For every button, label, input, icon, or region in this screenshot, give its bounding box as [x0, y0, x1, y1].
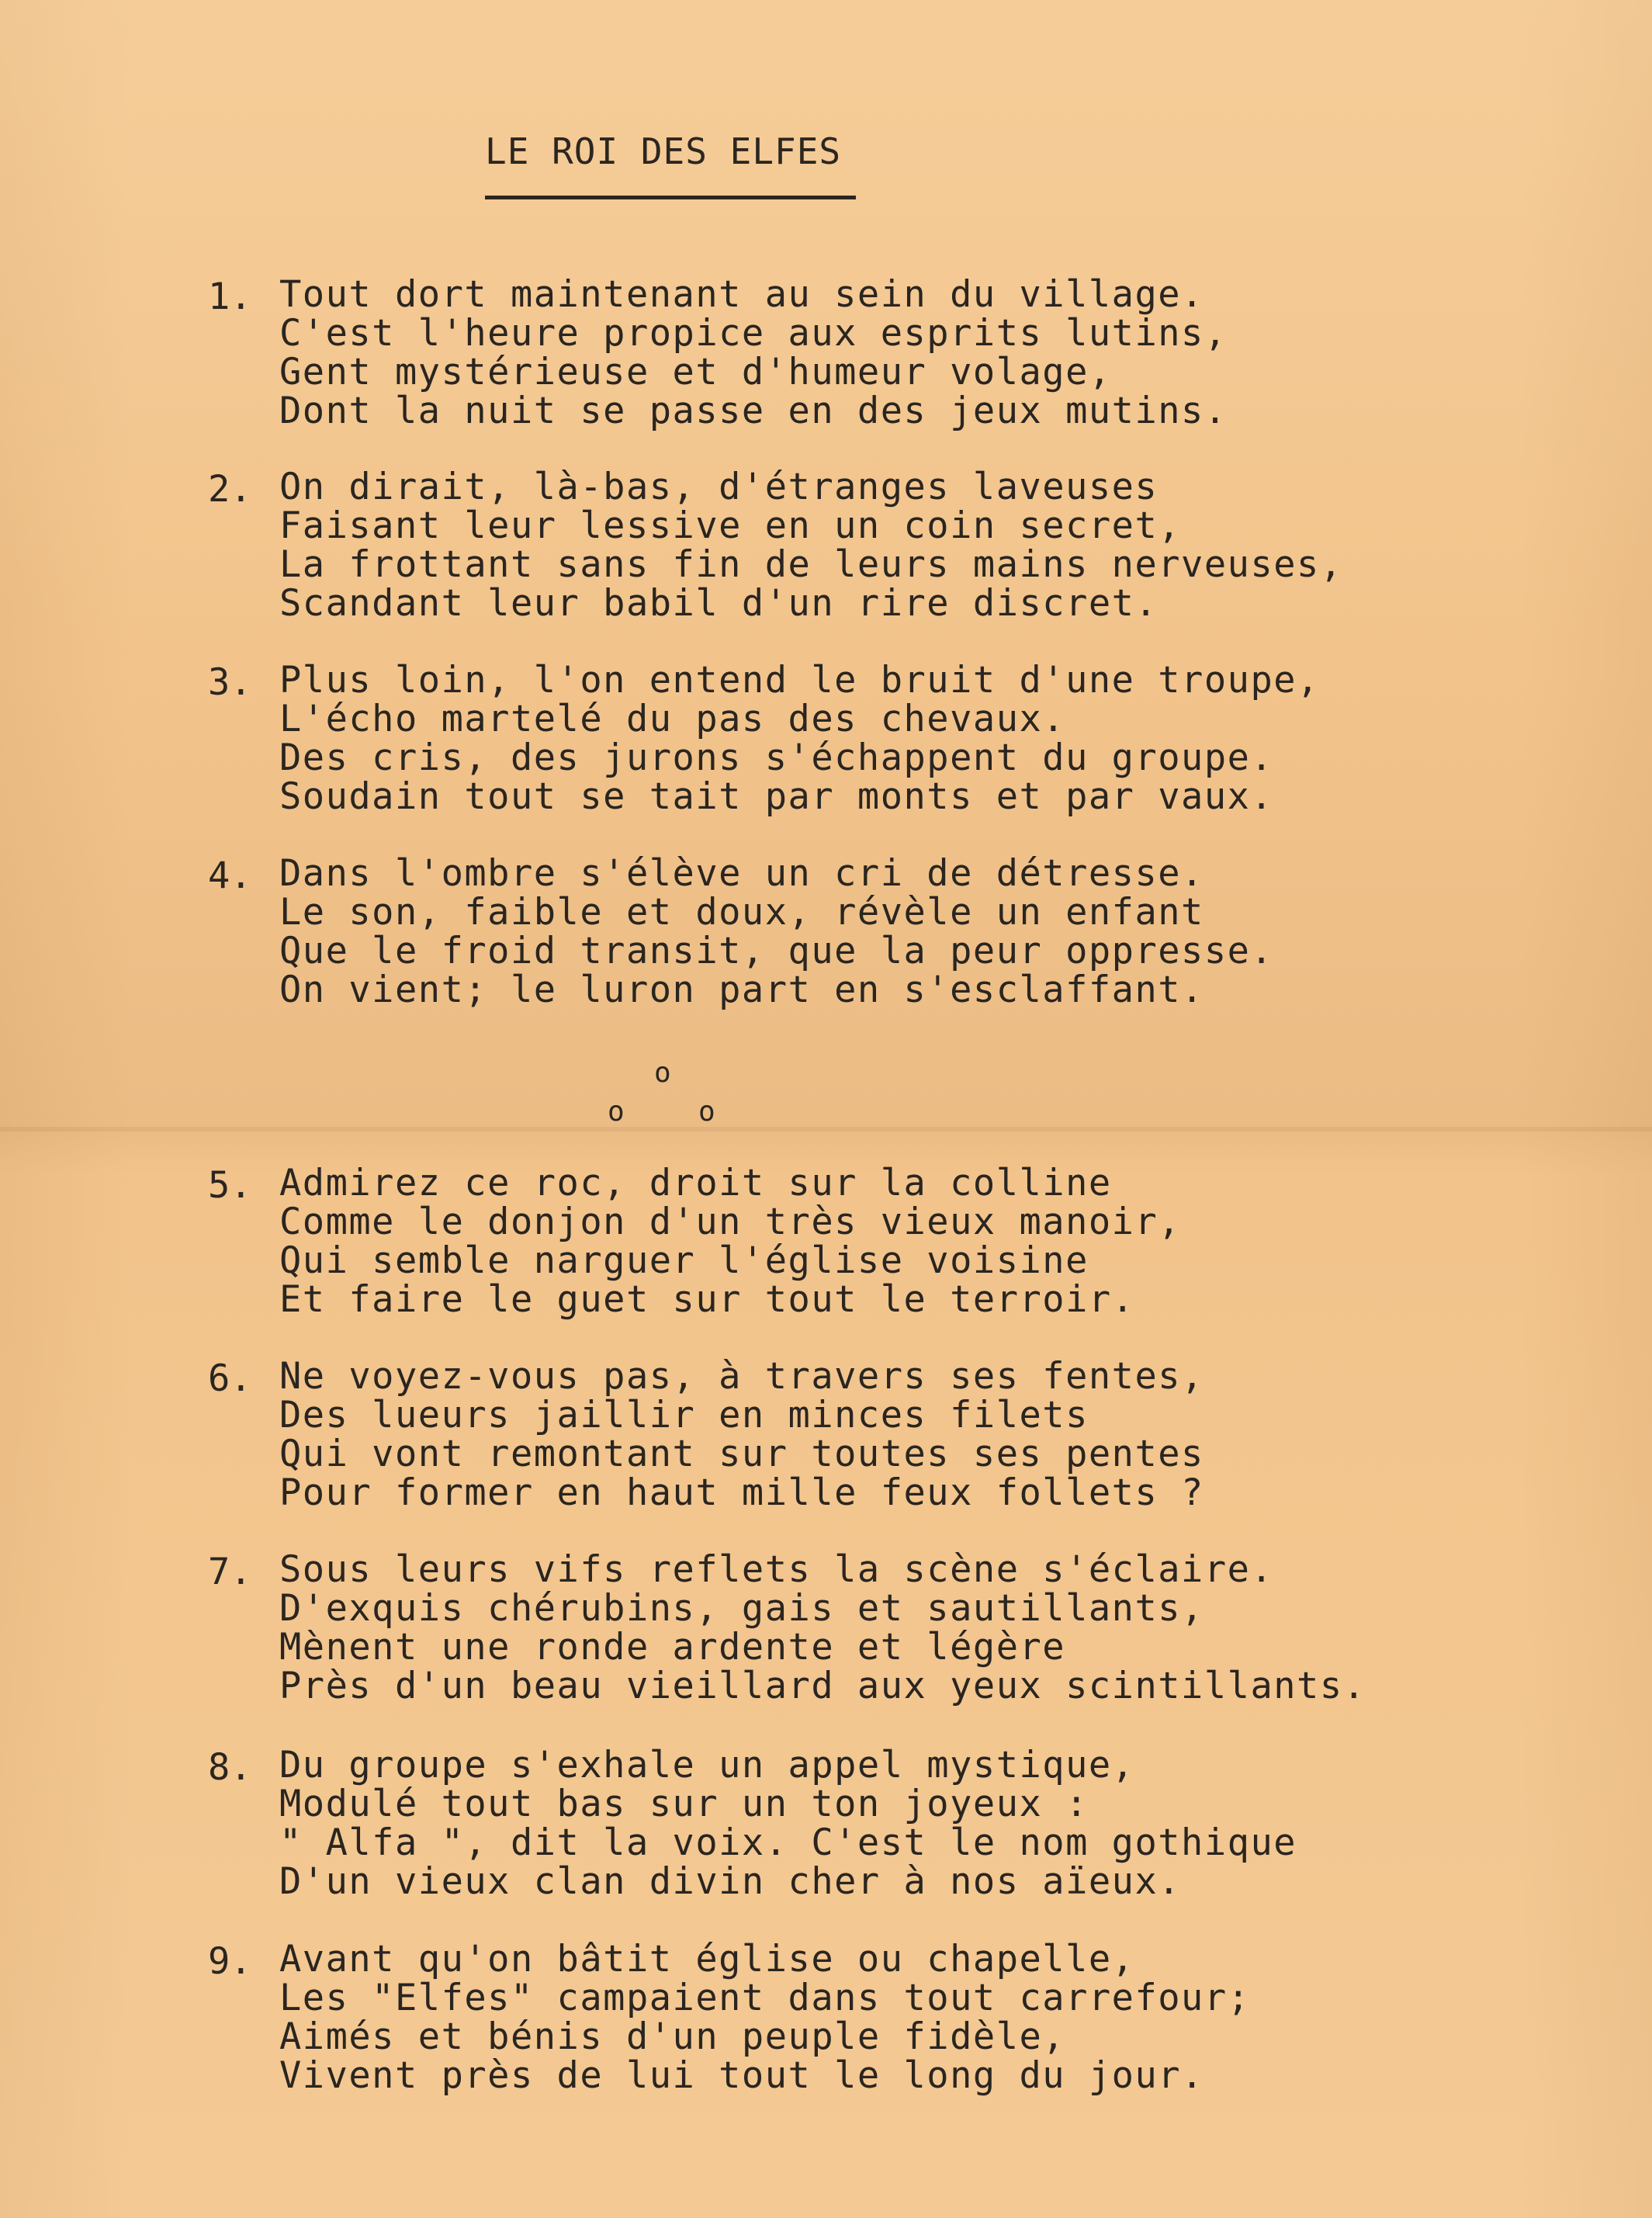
verse-line: Sous leurs vifs reflets la scène s'éclaire. [279, 1548, 1274, 1591]
verse-line: Soudain tout se tait par monts et par vaux. [279, 775, 1274, 818]
verse-line: Les "Elfes" campaient dans tout carrefour; [279, 1977, 1251, 2019]
verse-line: C'est l'heure propice aux esprits lutins, [279, 312, 1228, 355]
paper-fold [0, 1127, 1652, 1132]
verse-line: Qui semble narguer l'église voisine [279, 1239, 1089, 1282]
verse-line: Aimés et bénis d'un peuple fidèle, [279, 2015, 1066, 2058]
verse-line: La frottant sans fin de leurs mains nerveuses, [279, 543, 1343, 586]
stanza-number: 7. [208, 1551, 252, 1593]
stanza-number: 8. [208, 1746, 252, 1789]
verse-line: Du groupe s'exhale un appel mystique, [279, 1744, 1135, 1787]
verse-line: Gent mystérieuse et d'humeur volage, [279, 351, 1112, 393]
verse-line: Près d'un beau vieillard aux yeux scintillants. [279, 1665, 1366, 1707]
page-title: LE ROI DES ELFES [485, 130, 842, 172]
verse-line: Qui vont remontant sur toutes ses pentes [279, 1433, 1204, 1475]
verse-line: Avant qu'on bâtit église ou chapelle, [279, 1938, 1135, 1981]
stanza-number: 5. [208, 1164, 252, 1207]
verse-line: Faisant leur lessive en un coin secret, [279, 504, 1182, 547]
verse-line: On vient; le luron part en s'esclaffant. [279, 969, 1204, 1011]
verse-line: Mènent une ronde ardente et légère [279, 1626, 1066, 1669]
verse-line: Dans l'ombre s'élève un cri de détresse. [279, 852, 1204, 895]
ornament-circle: o [654, 1057, 671, 1089]
verse-line: Vivent près de lui tout le long du jour. [279, 2054, 1204, 2097]
verse-line: D'exquis chérubins, gais et sautillants, [279, 1587, 1204, 1630]
verse-line: Des cris, des jurons s'échappent du groupe. [279, 736, 1274, 779]
verse-line: D'un vieux clan divin cher à nos aïeux. [279, 1860, 1182, 1903]
verse-line: On dirait, là-bas, d'étranges laveuses [279, 466, 1158, 508]
verse-line: Scandant leur babil d'un rire discret. [279, 582, 1158, 625]
verse-line: Pour former en haut mille feux follets ? [279, 1471, 1204, 1514]
verse-line: Modulé tout bas sur un ton joyeux : [279, 1783, 1089, 1825]
stanza-number: 3. [208, 661, 252, 704]
verse-line: Ne voyez-vous pas, à travers ses fentes, [279, 1355, 1204, 1398]
verse-line: Comme le donjon d'un très vieux manoir, [279, 1201, 1182, 1243]
ornament-circle: o [698, 1096, 715, 1128]
stanza-number: 4. [208, 854, 252, 897]
verse-line: " Alfa ", dit la voix. C'est le nom gothique [279, 1821, 1297, 1864]
verse-line: Tout dort maintenant au sein du village. [279, 273, 1204, 316]
verse-line: Dont la nuit se passe en des jeux mutins. [279, 390, 1228, 432]
stanza-number: 6. [208, 1357, 252, 1400]
verse-line: Que le froid transit, que la peur oppresse. [279, 930, 1274, 972]
verse-line: Le son, faible et doux, révèle un enfant [279, 891, 1204, 934]
ornament-circle: o [608, 1096, 625, 1128]
stanza-number: 1. [208, 276, 252, 318]
verse-line: Plus loin, l'on entend le bruit d'une troupe, [279, 659, 1320, 702]
verse-line: Des lueurs jaillir en minces filets [279, 1394, 1089, 1437]
title-underline [485, 196, 856, 199]
stanza-number: 9. [208, 1940, 252, 1983]
stanza-number: 2. [208, 468, 252, 511]
verse-line: L'écho martelé du pas des chevaux. [279, 698, 1066, 740]
verse-line: Et faire le guet sur tout le terroir. [279, 1278, 1135, 1321]
verse-line: Admirez ce roc, droit sur la colline [279, 1162, 1112, 1204]
